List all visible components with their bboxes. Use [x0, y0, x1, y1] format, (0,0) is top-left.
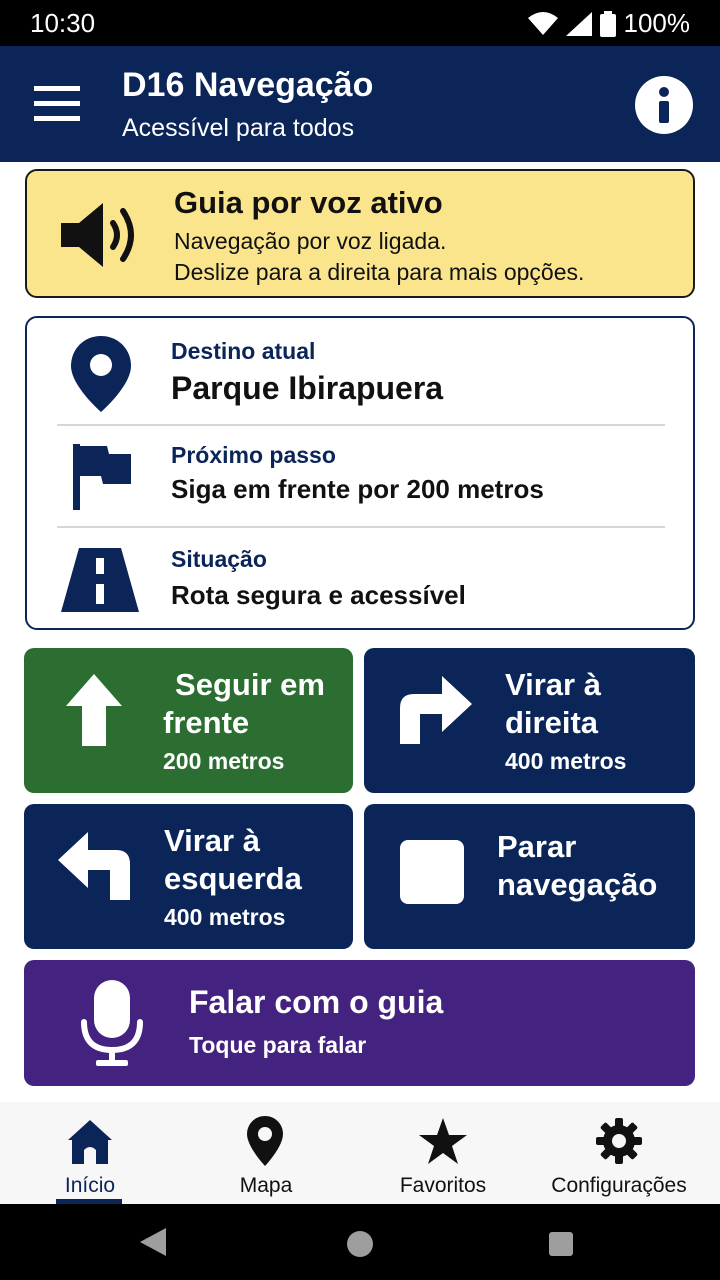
nav-item-configuracoes[interactable] [529, 1102, 709, 1204]
battery-percentage: 100% [623, 8, 690, 38]
stop-navigation-title-1: Parar [497, 829, 577, 864]
talk-to-guide-title: Falar com o guia [189, 984, 444, 1020]
nav-label-mapa: Mapa [239, 1174, 293, 1197]
app-bar [0, 46, 720, 162]
bottom-navigation [0, 1102, 720, 1204]
nav-label-inicio: Início [64, 1174, 116, 1197]
status-value: Rota segura e acessível [171, 580, 466, 610]
turn-left-title-1: Virar à [164, 823, 260, 858]
turn-left-text [164, 822, 302, 931]
turn-right-icon [400, 676, 472, 744]
star-icon [419, 1118, 467, 1164]
status-row [57, 540, 665, 630]
turn-left-distance: 400 metros [164, 904, 286, 930]
turn-right-title-2: direita [505, 705, 599, 740]
destination-value: Parque Ibirapuera [171, 370, 444, 406]
next-step-value: Siga em frente por 200 metros [171, 474, 544, 504]
info-icon[interactable] [635, 76, 693, 134]
system-navigation-bar [0, 1204, 720, 1280]
go-straight-title-1: Seguir em [175, 667, 325, 702]
status-icons [528, 8, 691, 39]
turn-right-text [505, 666, 626, 775]
go-straight-distance: 200 metros [163, 748, 285, 774]
turn-right-distance: 400 metros [505, 748, 627, 774]
recents-icon[interactable] [549, 1232, 573, 1256]
next-step-row [57, 438, 665, 528]
app-subtitle: Acessível para todos [122, 114, 355, 142]
route-info-card [25, 316, 695, 630]
destination-row [57, 334, 665, 424]
row-divider [57, 526, 665, 528]
status-bar [0, 0, 720, 46]
talk-to-guide-button[interactable] [24, 960, 695, 1086]
arrow-up-icon [66, 674, 122, 746]
location-pin-icon [71, 336, 131, 412]
go-straight-title-2: frente [163, 705, 250, 740]
go-straight-text [150, 666, 350, 775]
wifi-icon [528, 12, 558, 36]
microphone-icon [80, 980, 144, 1066]
stop-navigation-title-2: navegação [497, 867, 658, 902]
status-label: Situação [171, 546, 267, 572]
menu-icon[interactable] [34, 84, 80, 124]
flag-icon [73, 444, 133, 510]
nav-label-favoritos: Favoritos [399, 1174, 487, 1197]
next-step-label: Próximo passo [171, 442, 336, 468]
voice-guide-banner[interactable] [25, 169, 695, 298]
stop-navigation-text [497, 828, 657, 904]
go-straight-button[interactable] [24, 648, 353, 793]
turn-left-button[interactable] [24, 804, 353, 949]
gear-icon [596, 1118, 642, 1164]
battery-icon [600, 11, 616, 37]
status-time: 10:30 [30, 8, 96, 38]
road-icon [61, 548, 139, 612]
home-circle-icon[interactable] [347, 1231, 373, 1257]
nav-item-inicio[interactable] [0, 1102, 180, 1204]
nav-item-mapa[interactable] [176, 1102, 356, 1204]
talk-to-guide-hint: Toque para falar [189, 1032, 367, 1058]
turn-left-title-2: esquerda [164, 861, 302, 896]
nav-label-configuracoes: Configurações [551, 1174, 687, 1197]
map-pin-icon [247, 1116, 283, 1166]
turn-right-button[interactable] [364, 648, 695, 793]
row-divider [57, 424, 665, 426]
turn-left-icon [58, 832, 130, 900]
back-icon[interactable] [140, 1228, 166, 1256]
stop-icon [400, 840, 464, 904]
voice-guide-title: Guia por voz ativo [174, 185, 443, 220]
turn-right-title-1: Virar à [505, 667, 601, 702]
home-icon [68, 1120, 112, 1164]
destination-label: Destino atual [171, 338, 316, 364]
voice-guide-description: Navegação por voz ligada. [174, 228, 447, 254]
speaker-icon [59, 201, 149, 269]
cell-signal-icon [566, 12, 592, 36]
nav-item-favoritos[interactable] [353, 1102, 533, 1204]
voice-guide-hint: Deslize para a direita para mais opções. [174, 259, 585, 285]
stop-navigation-button[interactable] [364, 804, 695, 949]
app-title: D16 Navegação [122, 66, 374, 104]
